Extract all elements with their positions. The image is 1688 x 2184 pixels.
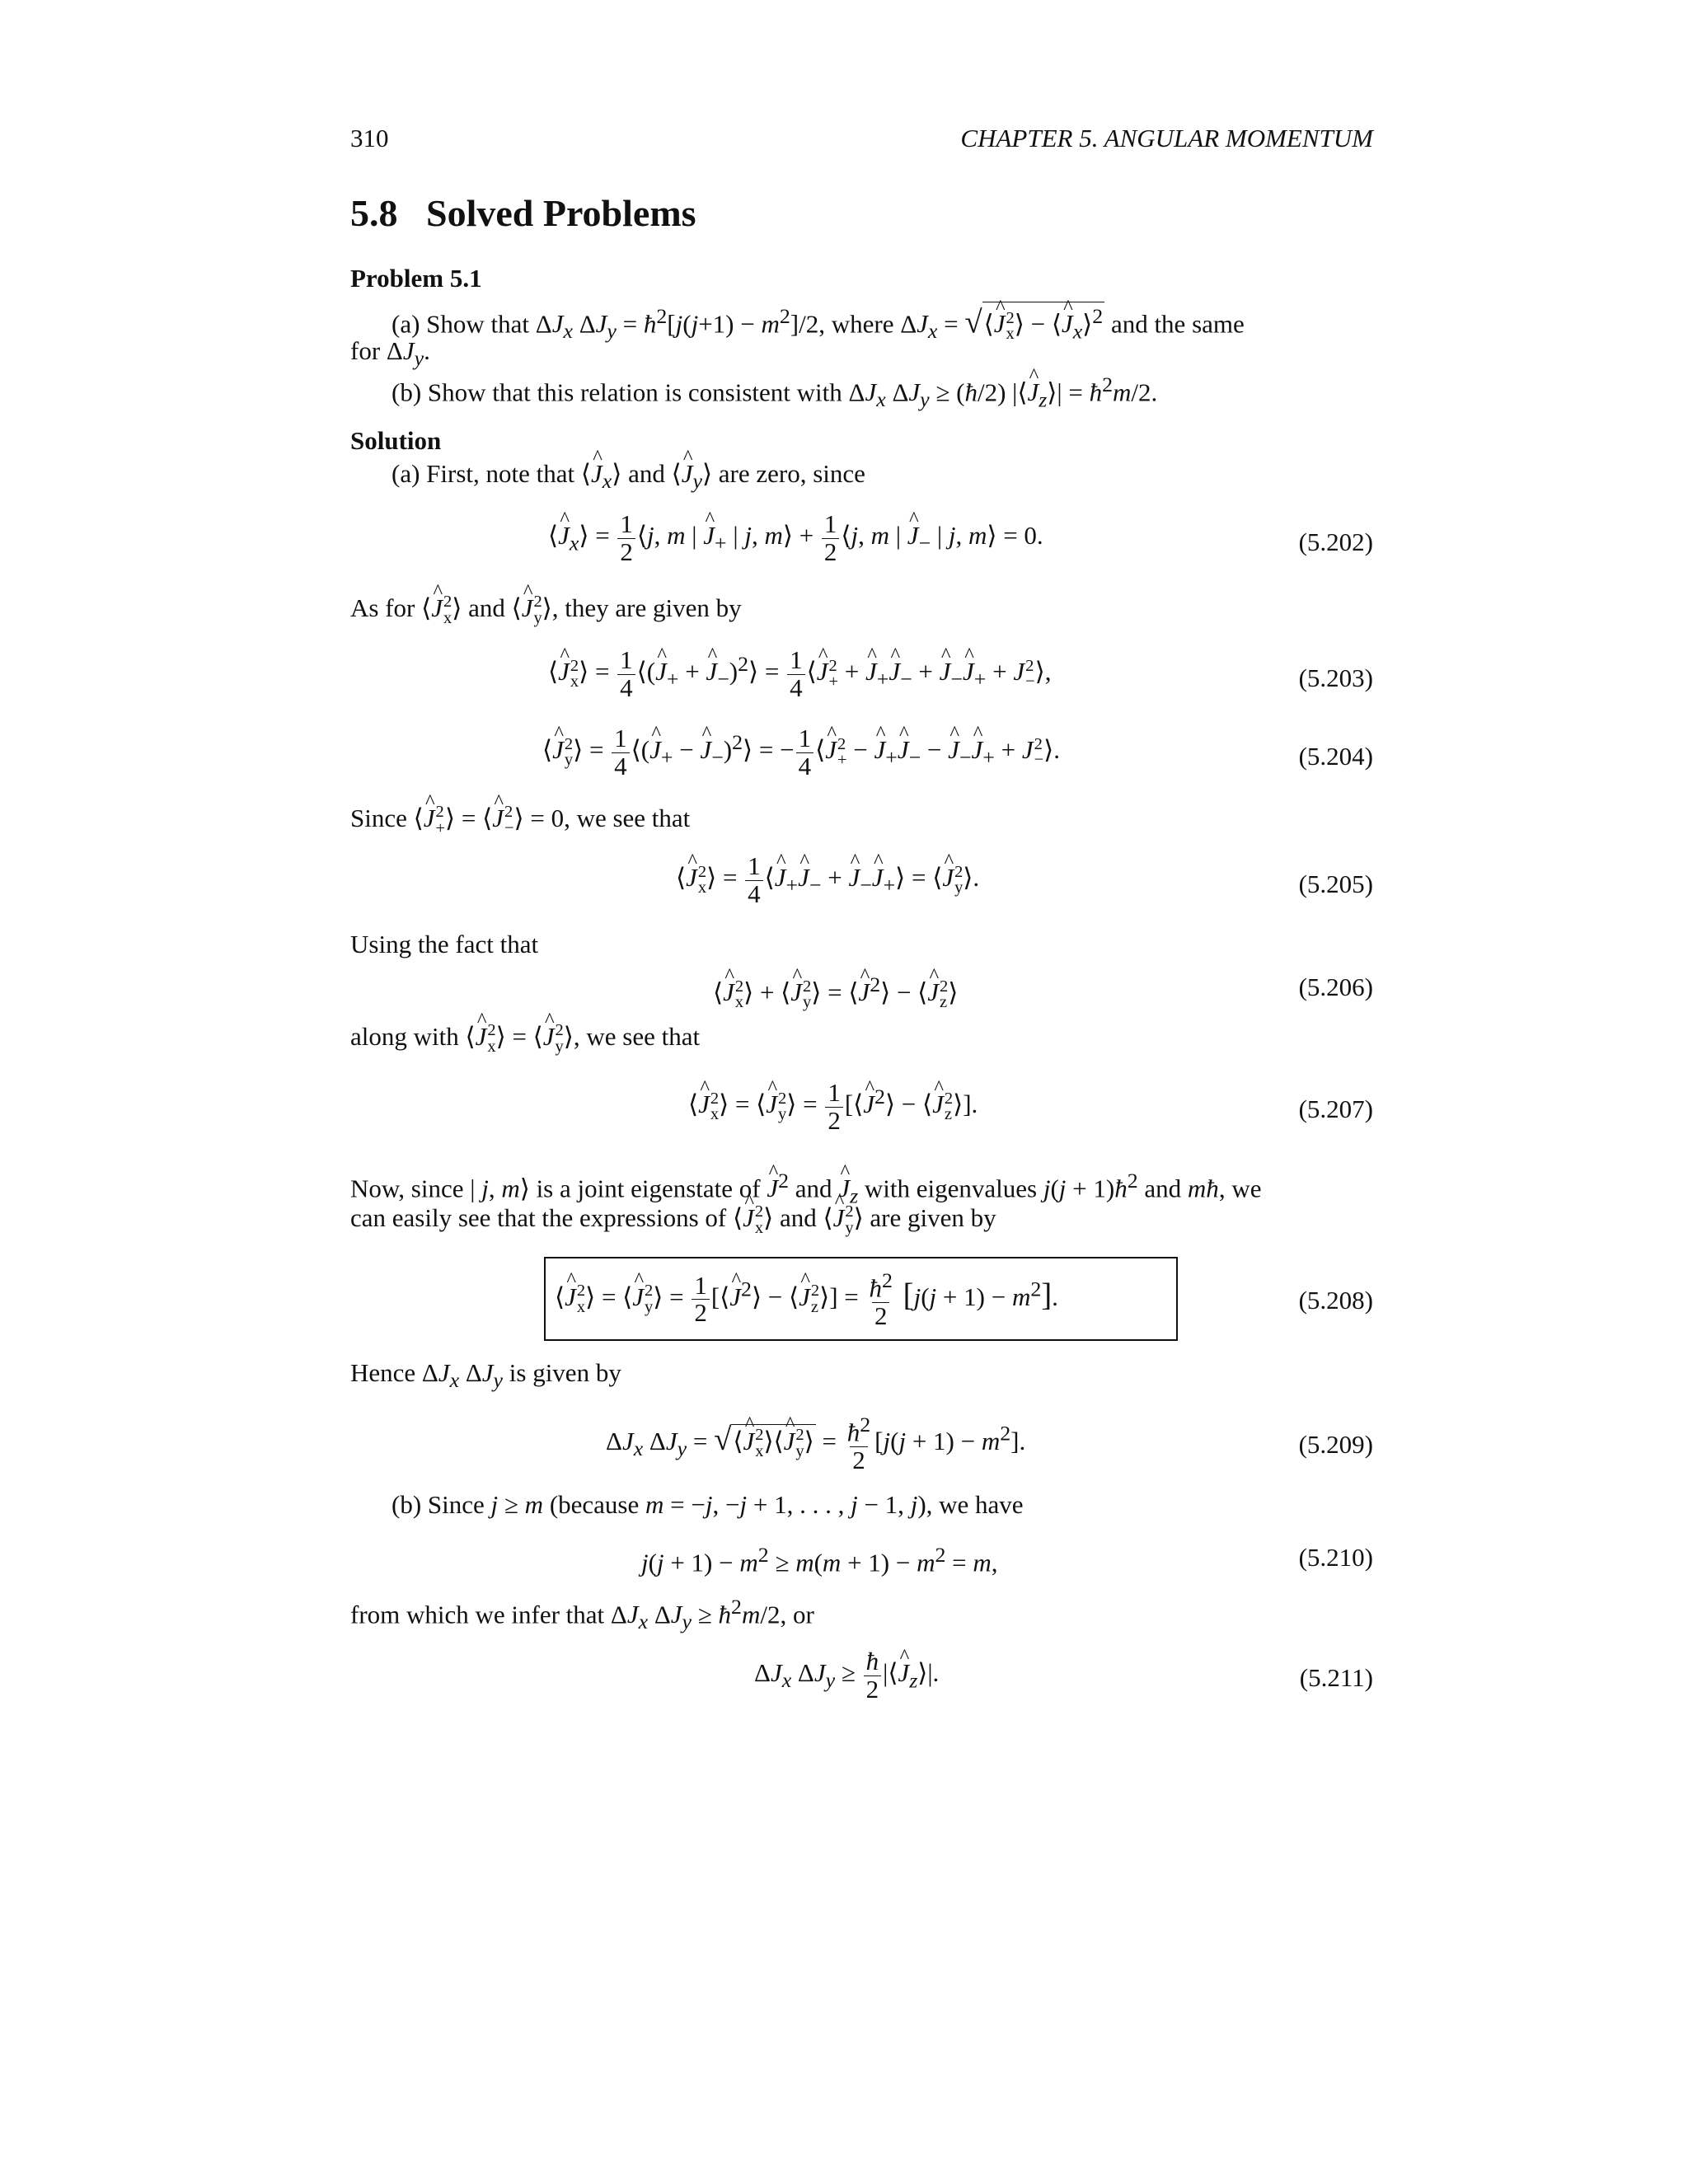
problem-part-b: (b) Show that this relation is consistent with $\Delta J_x$ $\Delta J_y$ ≥ (ħ/2) |⟨^ $J_z⟩|$ = $ħ^2m/2$. bbox=[392, 373, 1157, 413]
equation-5-205: ⟨^ J 2 x ⟩ = $\frac{1}{4}$ ⟨^ $J_+\^{}$ $J_-$ + ^ $J_-\^{}$ $J_+⟩$ = ⟨^ J 2 y ⟩. bbox=[676, 853, 979, 907]
section-title bbox=[350, 191, 696, 235]
equation-number-5-206: (5.206) bbox=[1298, 972, 1373, 1001]
equation-number-5-209: (5.209) bbox=[1298, 1430, 1373, 1459]
problem-part-a: (a) Show that $\Delta J_x$ $\Delta J_y$ = $ħ^2[j(j+1) - m^2]/2$, where $\Delta J_x$ = √⟨^ J 2 x ⟩ − ⟨^ $J_x⟩^2$ and the same bbox=[392, 302, 1245, 344]
equation-number-5-205: (5.205) bbox=[1298, 869, 1373, 898]
solution-infer: from which we infer that $\Delta J_x$ $\Delta J_y$ ≥ $ħ^2m/2$, or bbox=[350, 1595, 814, 1634]
equation-5-203: ⟨^ J 2 x ⟩ = $\frac{1}{4}$ ⟨(^ $J_+$ + ^ $J_-)^2⟩$ = $\frac{1}{4}$ ⟨^ J 2 + + ^ $J_+\^{}$ $J_-$ + ^ $J_-\^{}$ $J_+ + J$ 2 − ⟩, bbox=[548, 647, 1051, 701]
equation-number-5-208: (5.208) bbox=[1298, 1286, 1373, 1315]
problem-part-a-cont: for $\Delta J_y$. bbox=[350, 336, 430, 371]
equation-number-5-202: (5.202) bbox=[1298, 527, 1373, 556]
solution-first: (a) First, note that ⟨^ $J_x⟩$ and ⟨^ $J_y⟩$ are zero, since bbox=[392, 459, 865, 494]
solution-now-since: Now, since | j, m⟩ is a joint eigenstate of ^ $J^2$ and ^ $J_z$ with eigenvalues $j(j + 1)ħ^2$ and mħ, we bbox=[350, 1169, 1261, 1209]
equation-number-5-211: (5.211) bbox=[1299, 1663, 1373, 1692]
equation-5-208: ⟨^ J 2 x ⟩ = ⟨^ J 2 y ⟩ = $\frac{1}{2}$ [⟨^ $J^2⟩$ − ⟨^ J 2 z ⟩] = $\frac{ħ^2}{2}$ $[j(j + 1) - m^2]$. bbox=[555, 1269, 1058, 1329]
solution-since: Since ⟨^ J 2 + ⟩ = ⟨^ J 2 − ⟩ = 0, we see that bbox=[350, 804, 690, 837]
section-number: 5.8 bbox=[350, 192, 398, 234]
problem-title: Problem 5.1 bbox=[350, 264, 482, 293]
solution-hence: Hence $\Delta J_x$ $\Delta J_y$ is given by bbox=[350, 1358, 621, 1393]
equation-number-5-207: (5.207) bbox=[1298, 1094, 1373, 1123]
equation-5-202: ⟨^ $J_x⟩$ = $\frac{1}{2}$ ⟨j, m | ^ $J_+$ | j, m⟩ + $\frac{1}{2}$ ⟨j, m | ^ $J_-$ | j, m⟩ = 0. bbox=[548, 511, 1043, 565]
solution-as-for: As for ⟨^ J 2 x ⟩ and ⟨^ J 2 y ⟩, they are given by bbox=[350, 593, 742, 626]
equation-5-211: $\Delta J_x$ $\Delta J_y$ ≥ $\frac{ħ}{2}$ |⟨^ $J_z⟩|$. bbox=[754, 1648, 939, 1703]
solution-title: Solution bbox=[350, 426, 442, 455]
solution-can-easily: can easily see that the expressions of ⟨^ J 2 x ⟩ and ⟨^ J 2 y ⟩ are given by bbox=[350, 1203, 996, 1236]
equation-5-210: $j(j + 1) - m^2 \ge m(m + 1) - m^2 = m$, bbox=[641, 1543, 998, 1577]
equation-number-5-204: (5.204) bbox=[1298, 742, 1373, 771]
section-title-text: Solved Problems bbox=[426, 192, 696, 234]
equation-number-5-203: (5.203) bbox=[1298, 663, 1373, 692]
solution-using-fact: Using the fact that bbox=[350, 930, 539, 958]
solution-along-with: along with ⟨^ J 2 x ⟩ = ⟨^ J 2 y ⟩, we see that bbox=[350, 1022, 700, 1055]
equation-5-209: $\Delta J_x$ $\Delta J_y$ = √⟨^ J 2 x ⟩⟨^ J 2 y ⟩ = $\frac{ħ^2}{2}$ $[j(j + 1) - m^2]$. bbox=[606, 1413, 1025, 1474]
page-number: 310 bbox=[350, 124, 389, 152]
equation-number-5-210: (5.210) bbox=[1298, 1543, 1373, 1572]
running-header: CHAPTER 5. ANGULAR MOMENTUM bbox=[960, 124, 1373, 152]
solution-part-b: (b) Since j ≥ m (because m = −j, −j + 1, . . . , j − 1, j), we have bbox=[392, 1490, 1024, 1519]
equation-5-204: ⟨^ J 2 y ⟩ = $\frac{1}{4}$ ⟨(^ $J_+$ − ^ $J_-)^2⟩$ = − $\frac{1}{4}$ ⟨^ J 2 + − ^ $J_+\^{}$ $J_-$ − ^ $J_-\^{}$ $J_+ + J$ 2 − ⟩. bbox=[542, 725, 1060, 780]
equation-5-207: ⟨^ J 2 x ⟩ = ⟨^ J 2 y ⟩ = $\frac{1}{2}$ [⟨^ $J^2⟩$ − ⟨^ J 2 z ⟩]. bbox=[688, 1080, 978, 1134]
equation-5-206: ⟨^ J 2 x ⟩ + ⟨^ J 2 y ⟩ = ⟨^ $J^2⟩$ − ⟨^ J 2 z ⟩ bbox=[713, 972, 958, 1011]
